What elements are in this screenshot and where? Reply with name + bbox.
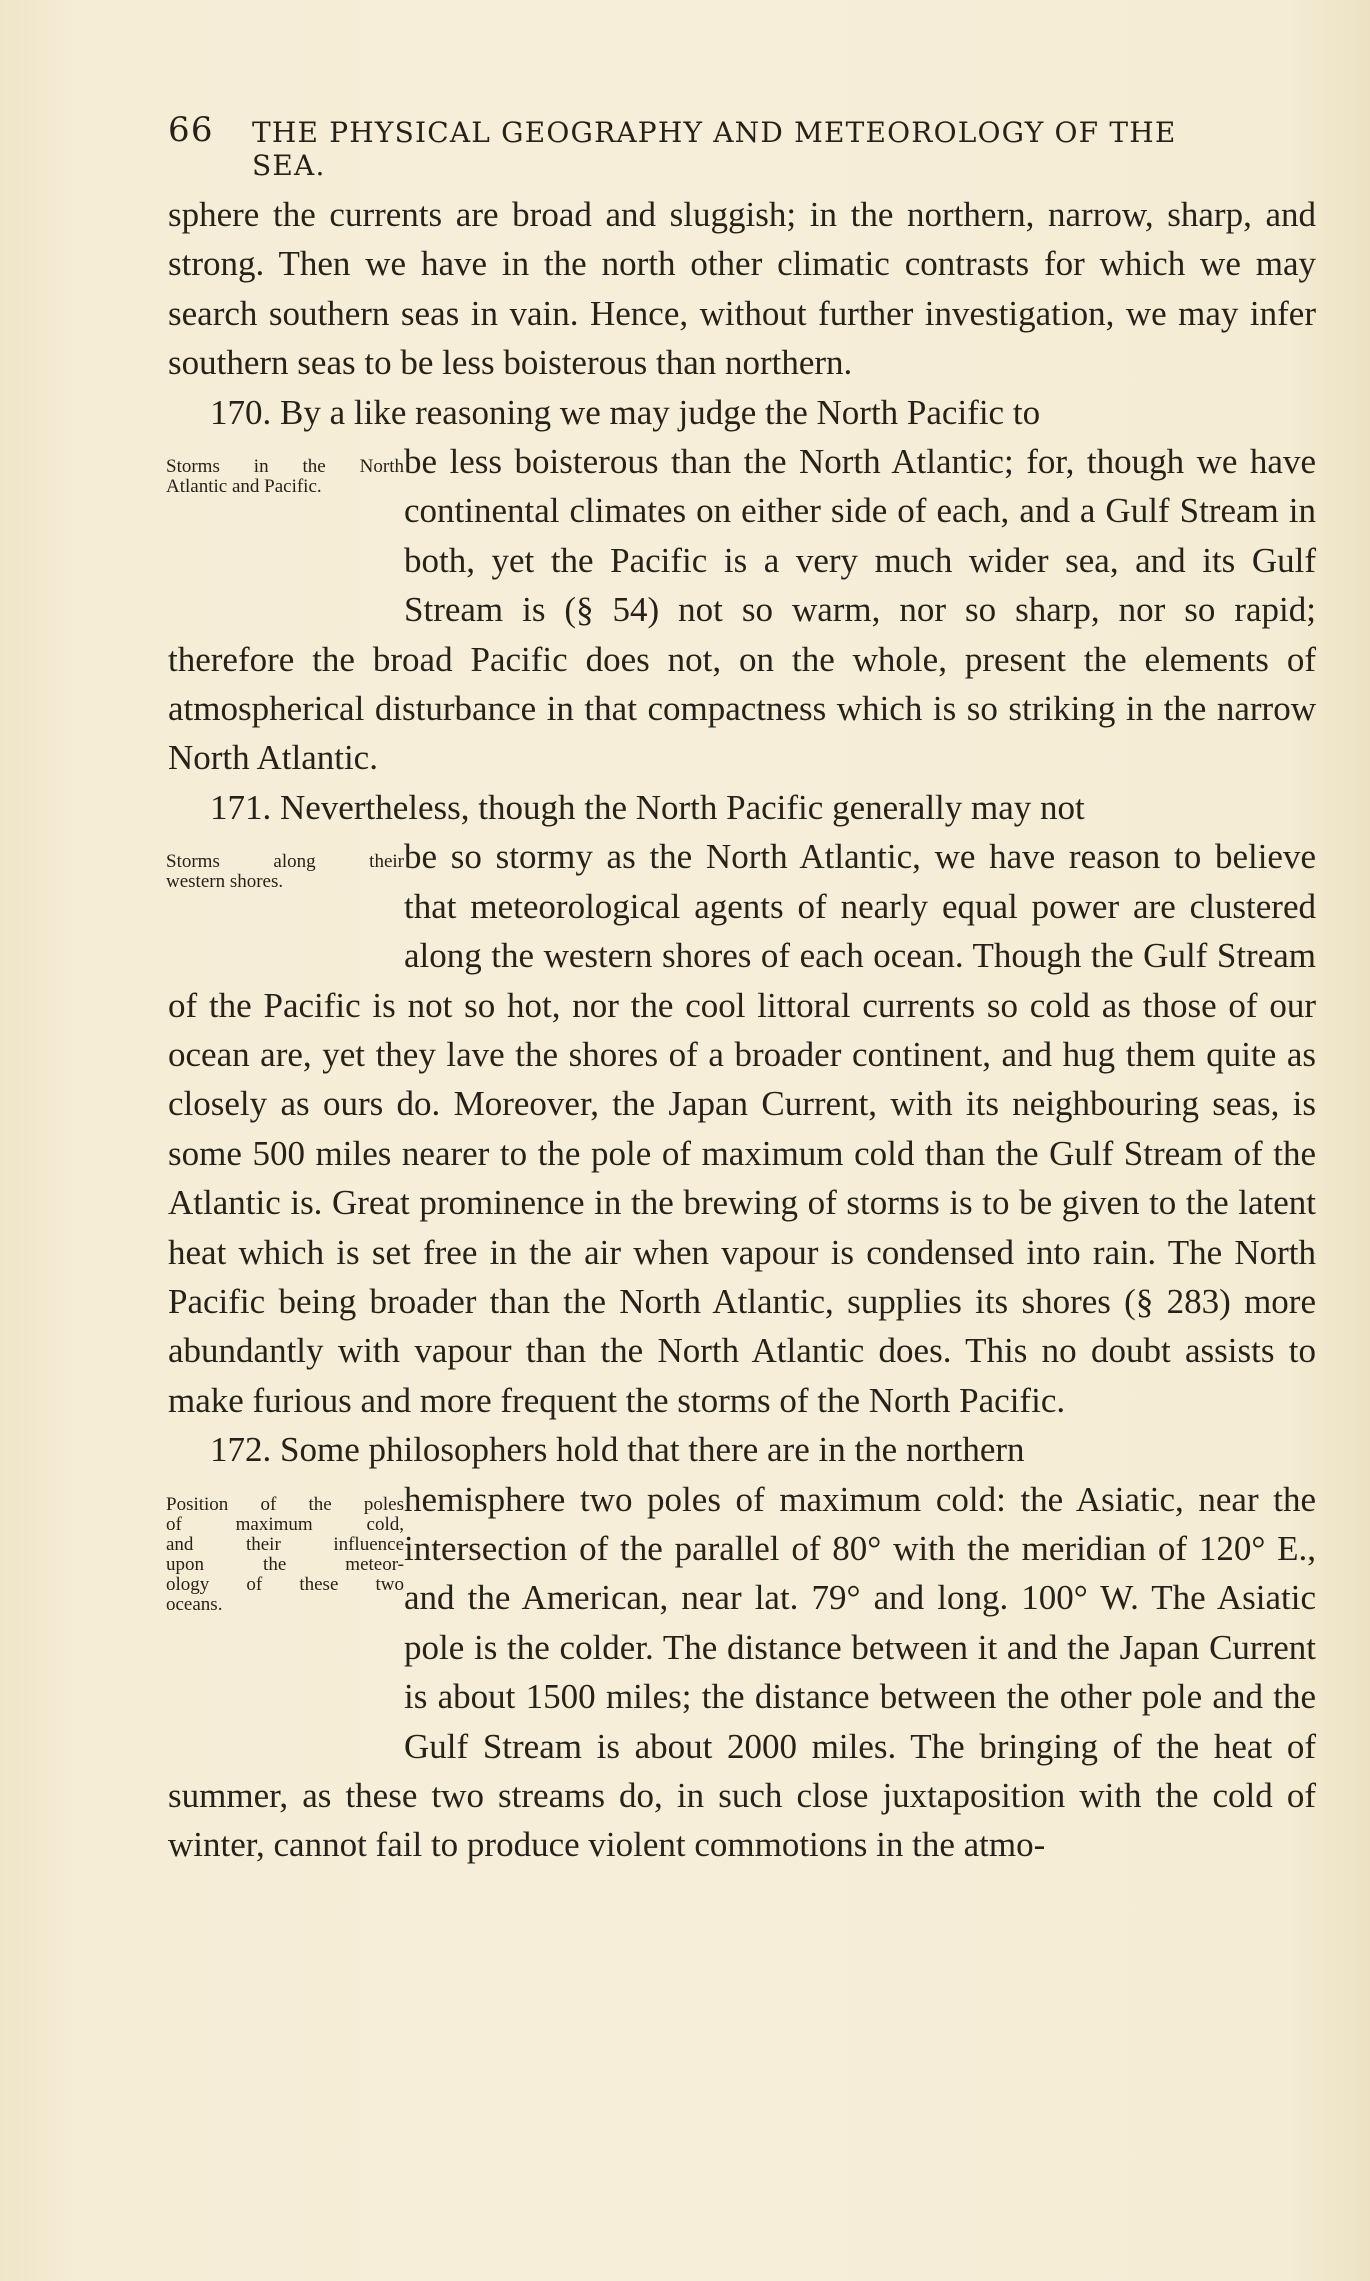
body-text	[168, 190, 1316, 1870]
running-header	[168, 110, 1228, 182]
sidenote-storms-north-atlantic-pacific: Storms in the North Atlantic and Pacific.	[166, 456, 404, 498]
paragraph-172-lead: 172. Some philosophers hold that there are in the northern	[210, 1430, 1025, 1470]
paragraph-170-lead: 170. By a like reasoning we may judge the North Pacific to	[210, 392, 1041, 432]
paragraph-170-body: be less boisterous than the North Atlantic; for, though we have continental climates on either side of each, and a Gulf Stream in both, yet the Pacific is a very much wider sea, and its Gulf Stream is (§ 54) not so warm, nor so sharp, nor so rapid; therefore the broad Pacific does not, on the whole, present the elements of atmospherical disturbance in that compactness which is so striking in the narrow North Atlantic.	[168, 442, 1316, 778]
page-number: 66	[168, 110, 214, 150]
paragraph-171-body: be so stormy as the North Atlantic, we have reason to believe that meteorological agents of nearly equal power are clustered along the western shores of each ocean. Though the Gulf Stream of the Pacific is not so hot, nor the cool littoral currents so cold as those of our ocean are, yet they lave the shores of a broader continent, and hug them quite as closely as ours do. Moreover, the Japan Current, with its neighbouring seas, is some 500 miles nearer to the pole of maximum cold than the Gulf Stream of the Atlantic is. Great prominence in the brewing of storms is to be given to the latent heat which is set free in the air when vapour is condensed into rain. The North Pacific being broader than the North Atlantic, supplies its shores (§ 283) more abundantly with vapour than the North Atlantic does. This no doubt assists to make furious and more frequent the storms of the North Pacific.	[168, 837, 1316, 1420]
sidenote-poles-of-maximum-cold: Position of the poles of maximum cold, and their influence upon the meteor- ology of these two oceans.	[166, 1493, 404, 1615]
paragraph-171-lead: 171. Nevertheless, though the North Pacific generally may not	[210, 787, 1085, 827]
sidenote-storms-western-shores: Storms along their western shores.	[166, 851, 404, 893]
paragraph-172-body: hemisphere two poles of maximum cold: the Asiatic, near the intersection of the parallel of 80° with the meridian of 120° E., and the American, near lat. 79° and long. 100° W. The Asiatic pole is the colder. The distance between it and the Japan Current is about 1500 miles; the distance between the other pole and the Gulf Stream is about 2000 miles. The bringing of the heat of summer, as these two streams do, in such close juxtaposition with the cold of winter, cannot fail to produce violent commotions in the atmo-	[168, 1479, 1316, 1865]
paragraph-continued: sphere the currents are broad and sluggish; in the northern, narrow, sharp, and strong. Then we have in the north other climatic contrasts for which we may search southern seas in vain. Hence, without further investigation, we may infer southern seas to be less boisterous than northern.	[168, 195, 1316, 383]
running-title: THE PHYSICAL GEOGRAPHY AND METEOROLOGY OF THE SEA.	[252, 116, 1177, 182]
